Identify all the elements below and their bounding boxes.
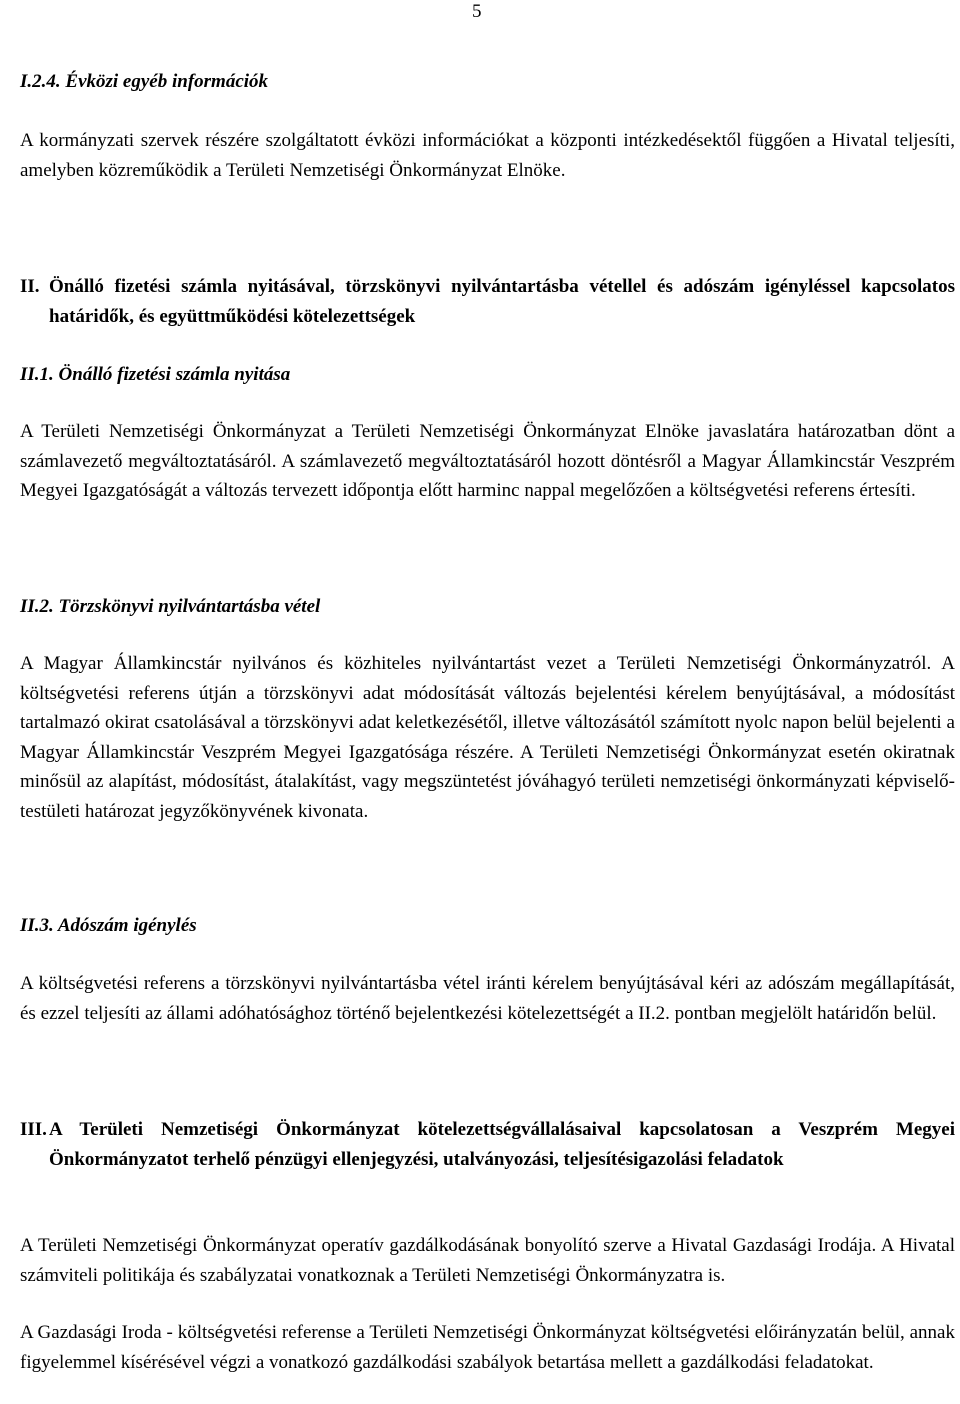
section-paragraph-i-2-4: A kormányzati szervek részére szolgáltatott évközi információkat a központi intézkedésektől függően a Hivatal teljesíti, amelyben közreműködik a Területi Nemzetiségi Önkormányzat Elnöke. [20, 130, 955, 181]
section-paragraph-iii-1: A Területi Nemzetiségi Önkormányzat operatív gazdálkodásának bonyolító szerve a Hivatal Gazdasági Irodája. A Hivatal számviteli politikája és szabályzatai vonatkoznak a Területi Nemzetiségi Önkormányzatra is. [20, 1235, 955, 1286]
section-paragraph-ii-2: A Magyar Államkincstár nyilvános és közhiteles nyilvántartást vezet a Területi Nemzetiségi Önkormányzatról. A költségvetési referens útján a törzskönyvi adat módosítását változás bejelentési kérelem benyújtásával, a módosítást tartalmazó okirat csatolásával a törzskönyvi adat keletkezésétől, illetve változásától számított nyolc napon belül bejelenti a Magyar Államkincstár Veszprém Megyei Igazgatósága részére. A Területi Nemzetiségi Önkormányzat esetén okiratnak minősül az alapítást, módosítást, átalakítást, vagy megszüntetést jóváhagyó területi nemzetiségi önkormányzati képviselő-testületi határozat jegyzőkönyvének kivonata. [20, 653, 955, 822]
section-heading-ii-2: II.2. Törzskönyvi nyilvántartásba vétel [20, 596, 321, 617]
section-number-ii: II. [20, 276, 40, 297]
section-heading-ii [20, 272, 955, 331]
section-heading-ii-3: II.3. Adószám igénylés [20, 915, 197, 936]
section-heading-text-ii: Önálló fizetési számla nyitásával, törzskönyvi nyilvántartásba vétellel és adószám igényléssel kapcsolatos határidők, és együttműködési kötelezettségek [49, 276, 955, 327]
section-paragraph-ii-3: A költségvetési referens a törzskönyvi nyilvántartásba vétel iránti kérelem benyújtásával kéri az adószám megállapítását, és ezzel teljesíti az állami adóhatósághoz történő bejelentkezési kötelezettségét a II.2. pontban megjelölt határidőn belül. [20, 973, 955, 1024]
section-paragraph-iii-2: A Gazdasági Iroda - költségvetési referense a Területi Nemzetiségi Önkormányzat költségvetési előirányzatán belül, annak figyelemmel kísérésével végzi a vonatkozó gazdálkodási szabályok betartása mellett a gazdálkodási feladatokat. [20, 1322, 955, 1373]
section-heading-text-iii: A Területi Nemzetiségi Önkormányzat kötelezettségvállalásaival kapcsolatosan a Veszprém Megyei Önkormányzatot terhelő pénzügyi ellenjegyzési, utalványozási, teljesítésigazolási feladatok [49, 1119, 955, 1170]
section-heading-i-2-4: I.2.4. Évközi egyéb információk [20, 71, 269, 92]
section-number-iii: III. [20, 1119, 47, 1140]
section-paragraph-ii-1: A Területi Nemzetiségi Önkormányzat a Területi Nemzetiségi Önkormányzat Elnöke javaslatára határozatban dönt a számlavezető megváltoztatásáról. A számlavezető megváltoztatásáról hozott döntésről a Magyar Államkincstár Veszprém Megyei Igazgatóságát a változás tervezett időpontja előtt harminc nappal megelőzően a költségvetési referens értesíti. [20, 421, 955, 501]
section-heading-iii [20, 1115, 955, 1174]
section-heading-ii-1: II.1. Önálló fizetési számla nyitása [20, 364, 291, 385]
page-number: 5 [472, 1, 482, 22]
